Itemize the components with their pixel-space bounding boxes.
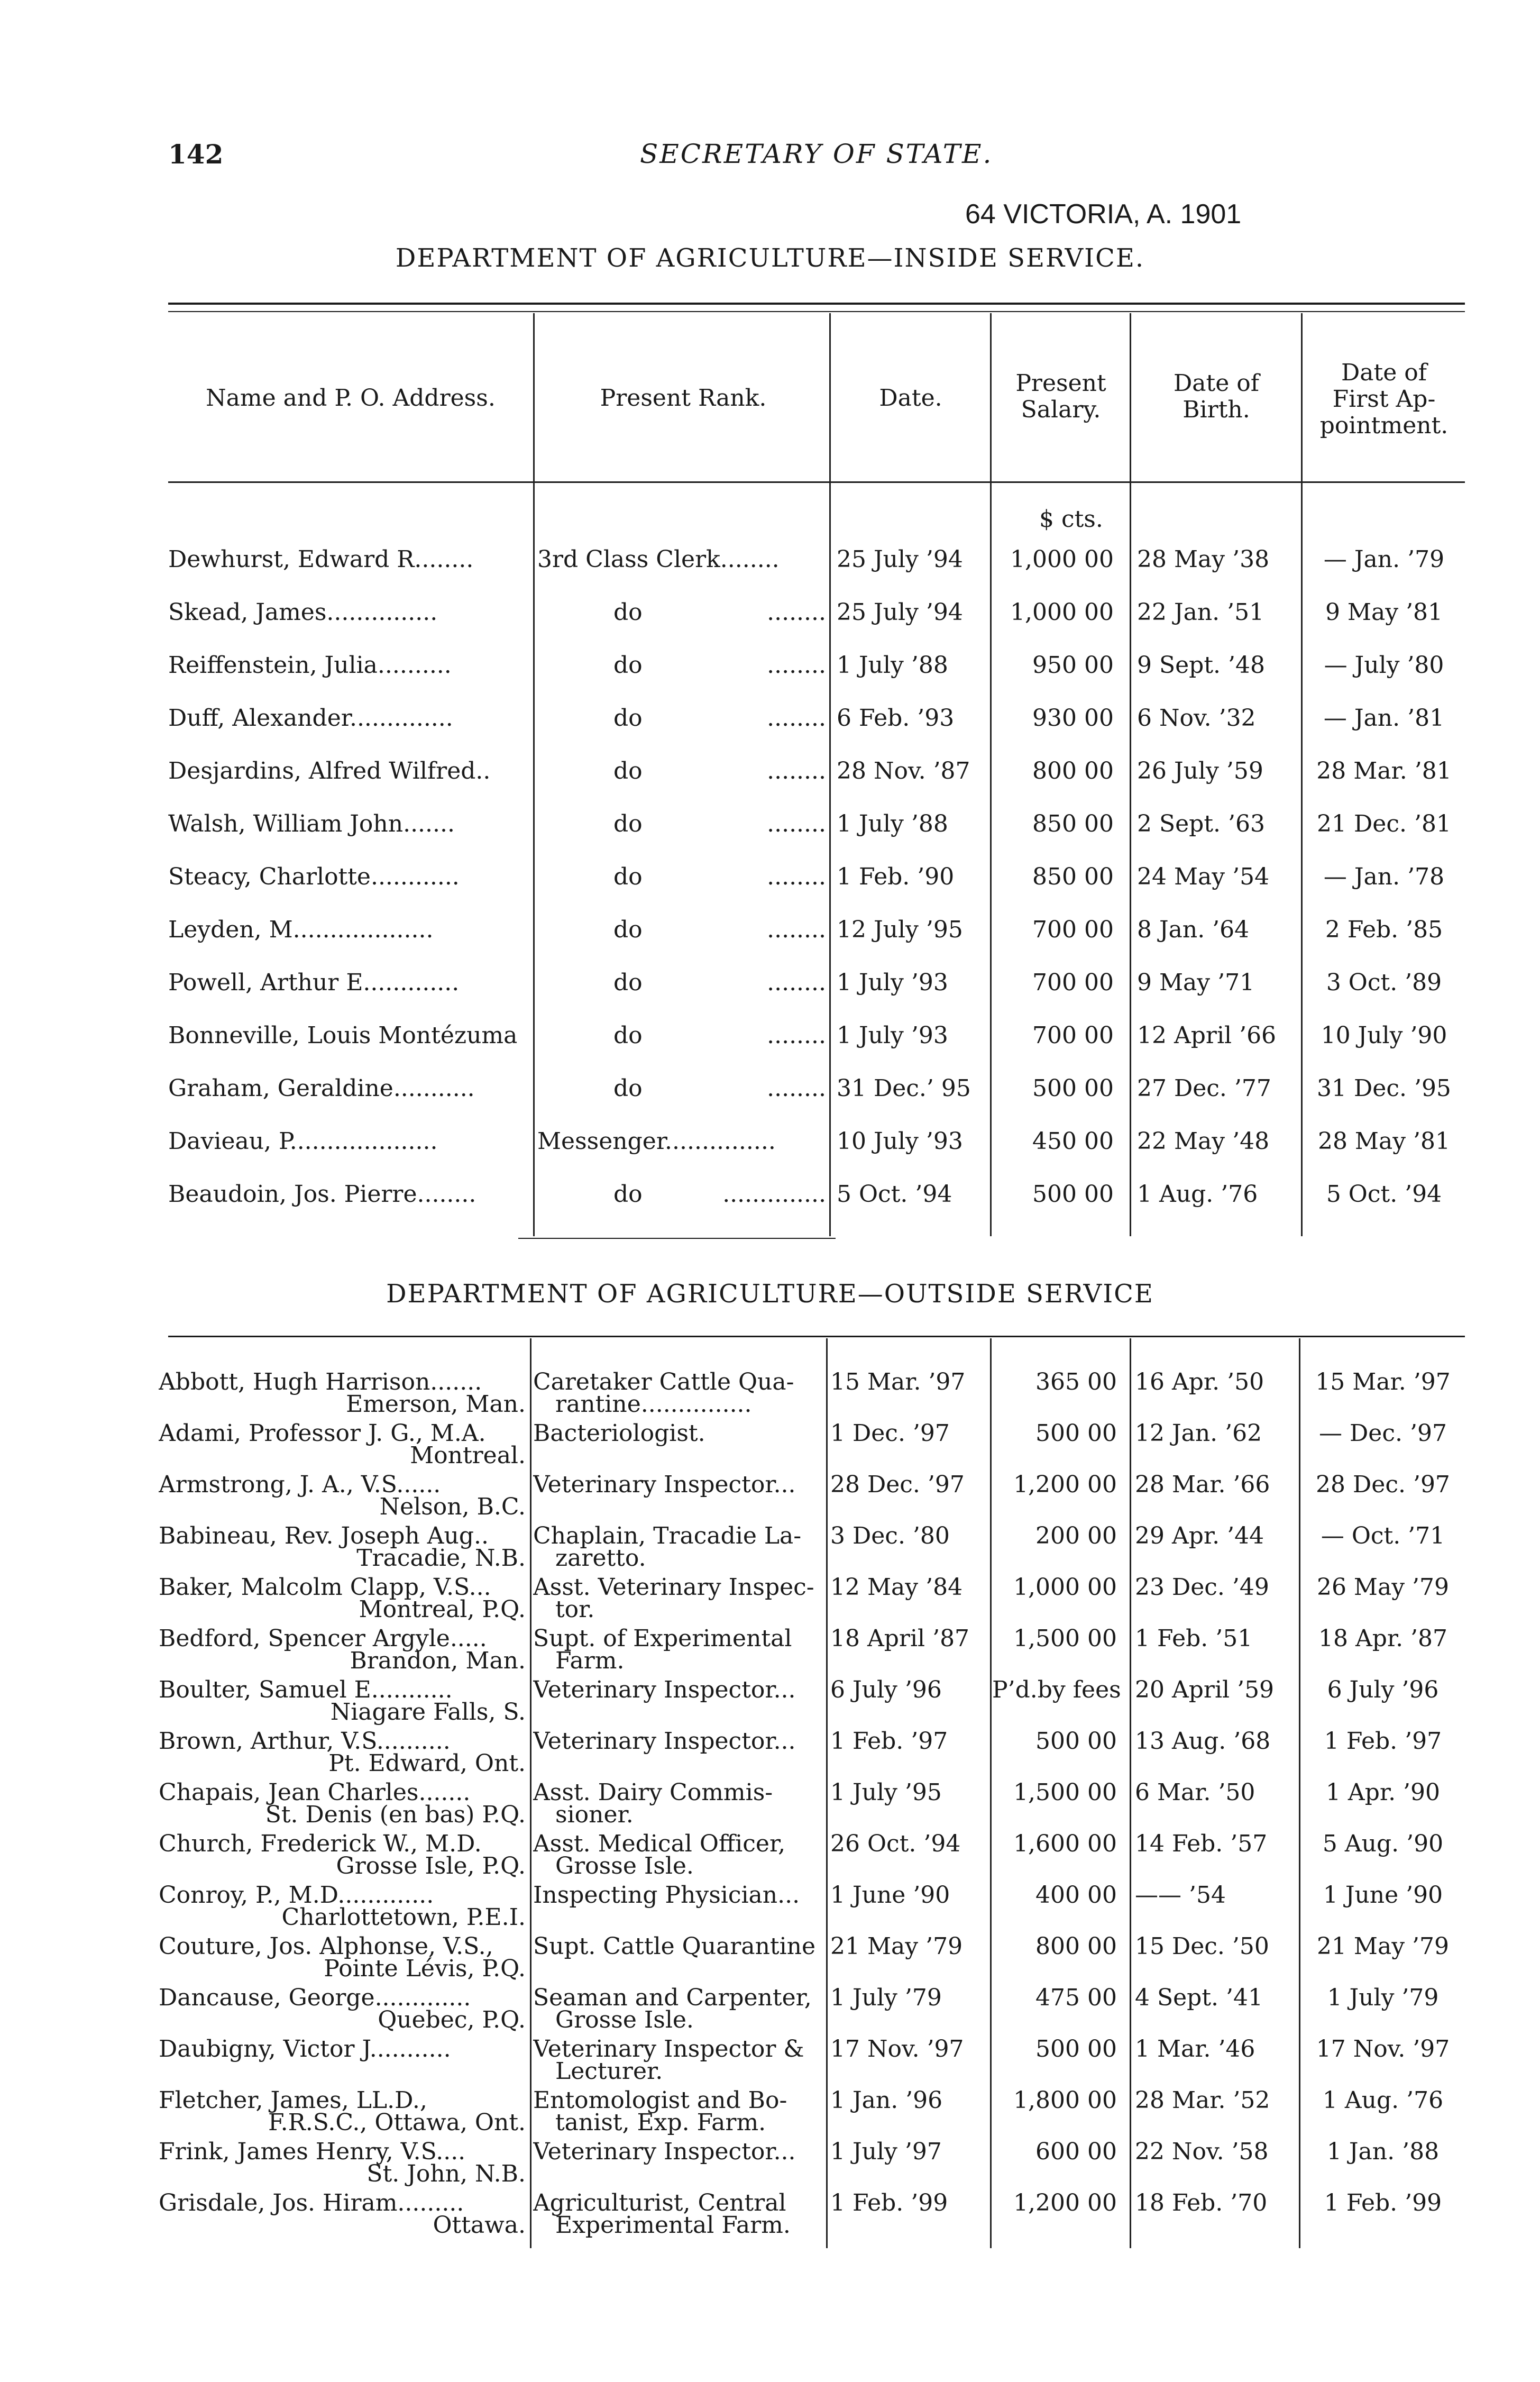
salary-value: 500 00 <box>1035 2036 1117 2062</box>
employee-name: Armstrong, J. A., V.S...... <box>159 1471 441 1498</box>
leader-dots: ........ <box>767 1022 826 1049</box>
col-divider <box>1130 1338 1131 2248</box>
first-appointment-date: 1 Aug. ’76 <box>1322 2087 1444 2114</box>
employee-rank-cont: zaretto. <box>555 1545 646 1572</box>
employee-rank: do <box>613 652 643 679</box>
first-appointment-date: — Jan. ’79 <box>1323 546 1445 573</box>
appointment-date: 1 July ’95 <box>830 1779 942 1806</box>
employee-address: Montreal, P.Q. <box>359 1596 526 1623</box>
employee-name: Graham, Geraldine........... <box>168 1075 475 1102</box>
appointment-date: 6 July ’96 <box>830 1676 942 1703</box>
employee-rank: Messenger............... <box>537 1128 776 1155</box>
employee-name: Reiffenstein, Julia.......... <box>168 652 452 679</box>
birth-date: 22 Nov. ’58 <box>1135 2138 1269 2165</box>
birth-date: 24 May ’54 <box>1137 863 1270 890</box>
salary-value: 700 00 <box>1032 969 1114 996</box>
salary-value: 800 00 <box>1035 1933 1117 1960</box>
employee-rank: Asst. Medical Officer, <box>533 1830 786 1857</box>
employee-address: Montreal. <box>410 1442 526 1469</box>
employee-rank: do <box>613 969 643 996</box>
first-appointment-date: 1 Apr. ’90 <box>1325 1779 1441 1806</box>
employee-rank: do <box>613 758 643 784</box>
employee-rank: do <box>613 1181 643 1208</box>
col-header-appointment <box>1303 360 1465 439</box>
employee-name: Abbott, Hugh Harrison....... <box>159 1368 482 1395</box>
employee-address: Niagare Falls, S. <box>330 1699 526 1726</box>
salary-value: 500 00 <box>1035 1420 1117 1447</box>
birth-date: 12 Jan. ’62 <box>1135 1420 1262 1447</box>
page-number: 142 <box>168 139 224 170</box>
currency-header: $ cts. <box>1039 506 1103 533</box>
employee-name: Adami, Professor J. G., M.A. <box>159 1420 486 1447</box>
employee-rank: Supt. Cattle Quarantine <box>533 1933 816 1960</box>
first-appointment-date: 1 July ’79 <box>1327 1984 1439 2011</box>
appointment-date: 1 July ’93 <box>837 1022 948 1049</box>
salary-value: 1,200 00 <box>1013 2189 1117 2216</box>
appointment-date: 12 May ’84 <box>830 1574 963 1601</box>
employee-address: Emerson, Man. <box>346 1391 526 1418</box>
salary-value: 1,200 00 <box>1013 1471 1117 1498</box>
salary-value: 950 00 <box>1032 652 1114 679</box>
employee-rank: Inspecting Physician... <box>533 1882 800 1909</box>
first-appointment-date: 28 Dec. ’97 <box>1316 1471 1450 1498</box>
birth-date: 12 April ’66 <box>1137 1022 1277 1049</box>
running-title: SECRETARY OF STATE. <box>640 139 993 169</box>
employee-name: Frink, James Henry, V.S.... <box>159 2138 466 2165</box>
appointment-date: 1 Feb. ’99 <box>830 2189 948 2216</box>
employee-rank: Supt. of Experimental <box>533 1625 792 1652</box>
appointment-date: 1 Feb. ’97 <box>830 1728 948 1755</box>
col-header-salary-line2: Salary. <box>1021 396 1101 423</box>
employee-rank: Agriculturist, Central <box>533 2189 786 2216</box>
appointment-date: 1 Jan. ’96 <box>830 2087 943 2114</box>
first-appointment-date: 17 Nov. ’97 <box>1316 2036 1450 2062</box>
leader-dots: ........ <box>767 758 826 784</box>
appointment-date: 10 July ’93 <box>837 1128 963 1155</box>
birth-date: 16 Apr. ’50 <box>1135 1368 1264 1395</box>
first-appointment-date: 1 Feb. ’97 <box>1324 1728 1442 1755</box>
col-header-birth-line1: Date of <box>1174 370 1259 397</box>
first-appointment-date: — Oct. ’71 <box>1321 1522 1445 1549</box>
appointment-date: 12 July ’95 <box>837 916 963 943</box>
employee-name: Steacy, Charlotte............ <box>168 863 460 890</box>
col-header-salary-line1: Present <box>1015 370 1106 397</box>
employee-name: Bedford, Spencer Argyle..... <box>159 1625 487 1652</box>
salary-value: 850 00 <box>1032 810 1114 837</box>
employee-rank: Bacteriologist. <box>533 1420 705 1447</box>
outside-service-title: DEPARTMENT OF AGRICULTURE—OUTSIDE SERVICE <box>386 1279 1154 1309</box>
employee-rank: do <box>613 863 643 890</box>
birth-date: 4 Sept. ’41 <box>1135 1984 1263 2011</box>
salary-value: 700 00 <box>1032 1022 1114 1049</box>
employee-name: Powell, Arthur E............. <box>168 969 460 996</box>
birth-date: 29 Apr. ’44 <box>1135 1522 1264 1549</box>
employee-name: Leyden, M................... <box>168 916 434 943</box>
first-appointment-date: 31 Dec. ’95 <box>1317 1075 1451 1102</box>
salary-value: 1,800 00 <box>1013 2087 1117 2114</box>
employee-rank: Seaman and Carpenter, <box>533 1984 812 2011</box>
col-header-birth-line2: Birth. <box>1182 396 1250 423</box>
employee-name: Baker, Malcolm Clapp, V.S... <box>159 1574 491 1601</box>
first-appointment-date: 3 Oct. ’89 <box>1326 969 1442 996</box>
employee-rank: do <box>613 599 643 626</box>
col-divider <box>1130 313 1131 1236</box>
employee-address: Quebec, P.Q. <box>378 2006 526 2033</box>
employee-name: Brown, Arthur, V.S.......... <box>159 1728 451 1755</box>
appointment-date: 26 Oct. ’94 <box>830 1830 961 1857</box>
salary-value: 1,500 00 <box>1013 1779 1117 1806</box>
employee-address: Pointe Lévis, P.Q. <box>324 1955 526 1982</box>
employee-name: Fletcher, James, LL.D., <box>159 2087 427 2114</box>
employee-rank: do <box>613 1075 643 1102</box>
inside-service-title: DEPARTMENT OF AGRICULTURE—INSIDE SERVICE. <box>395 243 1145 273</box>
employee-name: Daubigny, Victor J........... <box>159 2036 451 2062</box>
salary-value: 500 00 <box>1035 1728 1117 1755</box>
salary-value: 600 00 <box>1035 2138 1117 2165</box>
leader-dots: ........ <box>767 652 826 679</box>
birth-date: 15 Dec. ’50 <box>1135 1933 1269 1960</box>
employee-name: Desjardins, Alfred Wilfred.. <box>168 758 491 784</box>
employee-rank: Chaplain, Tracadie La- <box>533 1522 802 1549</box>
employee-name: Boulter, Samuel E........... <box>159 1676 453 1703</box>
employee-rank: Asst. Veterinary Inspec- <box>533 1574 814 1601</box>
leader-dots: ........ <box>767 863 826 890</box>
col-header-appointment-line1: Date of <box>1341 359 1427 386</box>
salary-value: 1,500 00 <box>1013 1625 1117 1652</box>
employee-name: Church, Frederick W., M.D. <box>159 1830 482 1857</box>
appointment-date: 3 Dec. ’80 <box>830 1522 950 1549</box>
salary-value: 850 00 <box>1032 863 1114 890</box>
employee-name: Duff, Alexander.............. <box>168 705 453 732</box>
appointment-date: 21 May ’79 <box>830 1933 963 1960</box>
employee-rank-cont: Farm. <box>555 1647 625 1674</box>
first-appointment-date: 21 Dec. ’81 <box>1317 810 1451 837</box>
employee-rank: do <box>613 705 643 732</box>
appointment-date: 1 June ’90 <box>830 1882 950 1909</box>
employee-address: Brandon, Man. <box>350 1647 526 1674</box>
appointment-date: 25 July ’94 <box>837 546 963 573</box>
outside-table-top-rule <box>168 1336 1465 1337</box>
employee-name: Dancause, George............. <box>159 1984 471 2011</box>
employee-address: St. John, N.B. <box>366 2160 526 2187</box>
col-divider <box>1299 1338 1300 2248</box>
employee-rank: Veterinary Inspector & <box>533 2036 804 2062</box>
appointment-date: 18 April ’87 <box>830 1625 970 1652</box>
employee-rank-cont: Experimental Farm. <box>555 2212 791 2239</box>
birth-date: 1 Feb. ’51 <box>1135 1625 1253 1652</box>
appointment-date: 17 Nov. ’97 <box>830 2036 964 2062</box>
first-appointment-date: 1 Feb. ’99 <box>1324 2189 1442 2216</box>
salary-value: 1,600 00 <box>1013 1830 1117 1857</box>
birth-date: 9 Sept. ’48 <box>1137 652 1265 679</box>
employee-rank: Asst. Dairy Commis- <box>533 1779 773 1806</box>
first-appointment-date: 9 May ’81 <box>1325 599 1443 626</box>
first-appointment-date: 5 Aug. ’90 <box>1322 1830 1444 1857</box>
employee-address: Grosse Isle, P.Q. <box>336 1852 526 1879</box>
salary-value: 500 00 <box>1032 1075 1114 1102</box>
salary-value: 500 00 <box>1032 1181 1114 1208</box>
employee-rank: Veterinary Inspector... <box>533 1676 796 1703</box>
table-end-rule <box>518 1238 836 1239</box>
first-appointment-date: 28 May ’81 <box>1317 1128 1451 1155</box>
appointment-date: 28 Dec. ’97 <box>830 1471 965 1498</box>
leader-dots: .............. <box>722 1181 826 1208</box>
salary-value: 700 00 <box>1032 916 1114 943</box>
employee-rank: do <box>613 916 643 943</box>
leader-dots: ........ <box>767 599 826 626</box>
birth-date: 1 Aug. ’76 <box>1137 1181 1258 1208</box>
col-header-name: Name and P. O. Address. <box>206 385 496 412</box>
leader-dots: ........ <box>767 916 826 943</box>
employee-rank: Veterinary Inspector... <box>533 1471 796 1498</box>
birth-date: 28 May ’38 <box>1137 546 1270 573</box>
employee-address: Ottawa. <box>433 2212 526 2239</box>
employee-address: Tracadie, N.B. <box>356 1545 526 1572</box>
employee-rank: Entomologist and Bo- <box>533 2087 787 2114</box>
employee-rank-cont: Grosse Isle. <box>555 2006 694 2033</box>
appointment-date: 1 July ’88 <box>837 652 948 679</box>
first-appointment-date: — July ’80 <box>1324 652 1444 679</box>
employee-name: Beaudoin, Jos. Pierre........ <box>168 1181 476 1208</box>
col-divider <box>1301 313 1303 1236</box>
first-appointment-date: 18 Apr. ’87 <box>1318 1625 1448 1652</box>
birth-date: 22 Jan. ’51 <box>1137 599 1264 626</box>
appointment-date: 1 July ’97 <box>830 2138 942 2165</box>
employee-name: Bonneville, Louis Montézuma <box>168 1022 518 1049</box>
col-header-rank: Present Rank. <box>600 385 767 412</box>
salary-value: 800 00 <box>1032 758 1114 784</box>
first-appointment-date: 28 Mar. ’81 <box>1316 758 1452 784</box>
leader-dots: ........ <box>767 810 826 837</box>
first-appointment-date: — Jan. ’81 <box>1323 705 1445 732</box>
session-label: 64 VICTORIA, A. 1901 <box>965 199 1242 230</box>
col-divider <box>829 313 831 1236</box>
employee-rank-cont: Lecturer. <box>555 2058 663 2085</box>
employee-rank: Veterinary Inspector... <box>533 1728 796 1755</box>
birth-date: 27 Dec. ’77 <box>1137 1075 1271 1102</box>
salary-value: 450 00 <box>1032 1128 1114 1155</box>
salary-value: 1,000 00 <box>1013 1574 1117 1601</box>
salary-value: P’d.by fees <box>992 1676 1121 1703</box>
col-header-appointment-line2: First Ap- <box>1332 386 1436 413</box>
employee-name: Grisdale, Jos. Hiram......... <box>159 2189 464 2216</box>
appointment-date: 1 July ’79 <box>830 1984 942 2011</box>
employee-rank: do <box>613 810 643 837</box>
employee-name: Walsh, William John....... <box>168 810 455 837</box>
appointment-date: 1 July ’93 <box>837 969 948 996</box>
birth-date: 20 April ’59 <box>1135 1676 1275 1703</box>
first-appointment-date: — Jan. ’78 <box>1323 863 1445 890</box>
salary-value: 1,000 00 <box>1010 546 1114 573</box>
employee-address: Pt. Edward, Ont. <box>328 1750 526 1777</box>
employee-name: Chapais, Jean Charles....... <box>159 1779 471 1806</box>
employee-rank: 3rd Class Clerk........ <box>537 546 780 573</box>
employee-rank-cont: rantine............... <box>555 1391 752 1418</box>
employee-rank-cont: sioner. <box>555 1801 634 1828</box>
first-appointment-date: 5 Oct. ’94 <box>1326 1181 1442 1208</box>
salary-value: 400 00 <box>1035 1882 1117 1909</box>
col-divider <box>530 1338 531 2248</box>
appointment-date: 1 Feb. ’90 <box>837 863 955 890</box>
col-divider <box>533 313 535 1236</box>
employee-rank-cont: tanist, Exp. Farm. <box>555 2109 766 2136</box>
appointment-date: 15 Mar. ’97 <box>830 1368 966 1395</box>
employee-name: Skead, James............... <box>168 599 438 626</box>
employee-rank: Veterinary Inspector... <box>533 2138 796 2165</box>
birth-date: 28 Mar. ’66 <box>1135 1471 1270 1498</box>
employee-name: Couture, Jos. Alphonse, V.S., <box>159 1933 493 1960</box>
birth-date: 23 Dec. ’49 <box>1135 1574 1269 1601</box>
employee-name: Babineau, Rev. Joseph Aug.. <box>159 1522 489 1549</box>
employee-rank-cont: tor. <box>555 1596 595 1623</box>
birth-date: 13 Aug. ’68 <box>1135 1728 1271 1755</box>
col-divider <box>826 1338 828 2248</box>
first-appointment-date: 2 Feb. ’85 <box>1325 916 1443 943</box>
header-bottom-rule <box>168 481 1465 483</box>
appointment-date: 6 Feb. ’93 <box>837 705 955 732</box>
first-appointment-date: 21 May ’79 <box>1316 1933 1450 1960</box>
appointment-date: 1 Dec. ’97 <box>830 1420 950 1447</box>
first-appointment-date: — Dec. ’97 <box>1319 1420 1447 1447</box>
salary-value: 200 00 <box>1035 1522 1117 1549</box>
salary-value: 475 00 <box>1035 1984 1117 2011</box>
col-header-birth <box>1132 370 1301 423</box>
employee-address: Nelson, B.C. <box>379 1493 526 1520</box>
employee-rank-cont: Grosse Isle. <box>555 1852 694 1879</box>
salary-value: 365 00 <box>1035 1368 1117 1395</box>
birth-date: 2 Sept. ’63 <box>1137 810 1265 837</box>
first-appointment-date: 1 Jan. ’88 <box>1326 2138 1440 2165</box>
birth-date: 6 Nov. ’32 <box>1137 705 1256 732</box>
first-appointment-date: 6 July ’96 <box>1327 1676 1439 1703</box>
col-divider <box>990 1338 992 2248</box>
first-appointment-date: 10 July ’90 <box>1321 1022 1447 1049</box>
leader-dots: ........ <box>767 705 826 732</box>
employee-name: Conroy, P., M.D............. <box>159 1882 434 1909</box>
col-header-date: Date. <box>879 385 942 412</box>
employee-rank: do <box>613 1022 643 1049</box>
birth-date: 9 May ’71 <box>1137 969 1255 996</box>
birth-date: 28 Mar. ’52 <box>1135 2087 1270 2114</box>
salary-value: 930 00 <box>1032 705 1114 732</box>
employee-address: St. Denis (en bas) P.Q. <box>265 1801 526 1828</box>
col-divider <box>990 313 992 1236</box>
appointment-date: 25 July ’94 <box>837 599 963 626</box>
appointment-date: 31 Dec.’ 95 <box>837 1075 971 1102</box>
salary-value: 1,000 00 <box>1010 599 1114 626</box>
birth-date: 6 Mar. ’50 <box>1135 1779 1255 1806</box>
birth-date: 14 Feb. ’57 <box>1135 1830 1268 1857</box>
col-header-appointment-line3: pointment. <box>1319 412 1449 439</box>
first-appointment-date: 26 May ’79 <box>1316 1574 1450 1601</box>
birth-date: 18 Feb. ’70 <box>1135 2189 1268 2216</box>
appointment-date: 28 Nov. ’87 <box>837 758 970 784</box>
birth-date: 22 May ’48 <box>1137 1128 1270 1155</box>
appointment-date: 5 Oct. ’94 <box>837 1181 952 1208</box>
employee-name: Davieau, P.................... <box>168 1128 438 1155</box>
table-top-rule-thin <box>168 311 1465 312</box>
leader-dots: ........ <box>767 1075 826 1102</box>
birth-date: 26 July ’59 <box>1137 758 1263 784</box>
birth-date: —— ’54 <box>1135 1882 1226 1909</box>
employee-name: Dewhurst, Edward R........ <box>168 546 474 573</box>
birth-date: 8 Jan. ’64 <box>1137 916 1250 943</box>
employee-rank: Caretaker Cattle Qua- <box>533 1368 794 1395</box>
col-header-salary <box>992 370 1130 423</box>
table-top-rule <box>168 303 1465 305</box>
first-appointment-date: 1 June ’90 <box>1323 1882 1443 1909</box>
employee-address: Charlottetown, P.E.I. <box>281 1904 526 1931</box>
first-appointment-date: 15 Mar. ’97 <box>1315 1368 1451 1395</box>
employee-address: F.R.S.C., Ottawa, Ont. <box>268 2109 526 2136</box>
appointment-date: 1 July ’88 <box>837 810 948 837</box>
leader-dots: ........ <box>767 969 826 996</box>
birth-date: 1 Mar. ’46 <box>1135 2036 1255 2062</box>
